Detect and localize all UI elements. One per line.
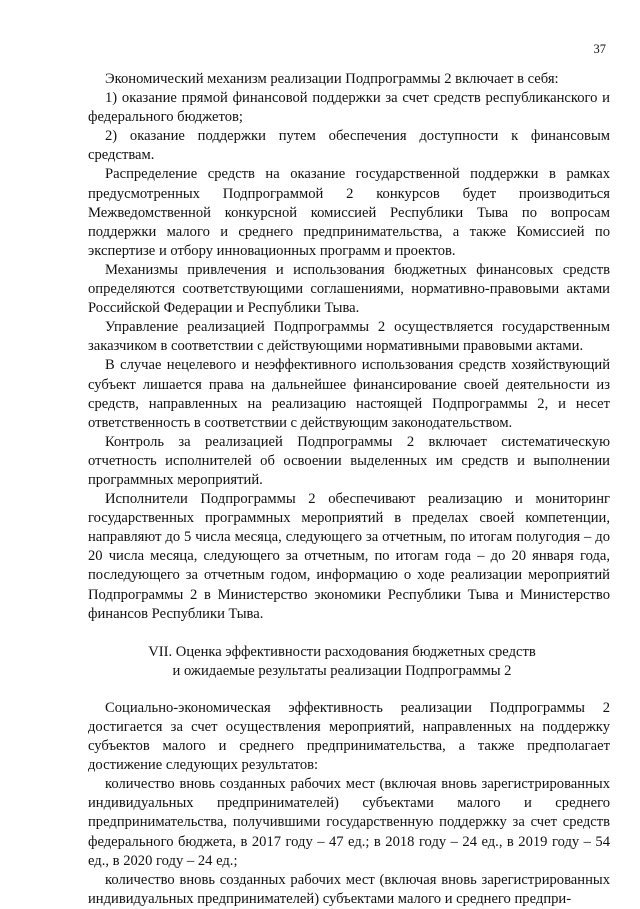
paragraph: количество вновь созданных рабочих мест (включая вновь зарегистрированных индивидуальных предпринимателей) субъектами малого и среднего предпринимательства, получившими государственную поддержку за счет средств федерального бюджета, в 2017 году – 47 ед.; в 2018 году – 24 ед., в 2019 году – 54 ед., в 2020 году – 24 ед.; <box>88 776 610 869</box>
section-heading <box>88 643 610 681</box>
section-heading-line-2: и ожидаемые результаты реализации Подпрограммы 2 <box>172 662 512 679</box>
paragraph: В случае нецелевого и неэффективного использования средств хозяйствующий субъект лишается права на дальнейшее финансирование своей деятельности из средств, направленных на реализацию настоящей Подпрограммы 2, и несет ответственность в соответствии с действующим законодательством. <box>88 357 610 431</box>
paragraph: Исполнители Подпрограммы 2 обеспечивают реализацию и мониторинг государственных программных мероприятий в пределах своей компетенции, направляют до 5 числа месяца, следующего за отчетным, по итогам полугодия – до 20 числа месяца, следующего за отчетным, по итогам года – до 20 января года, последующего за отчетным годом, информацию о ходе реализации мероприятий Подпрограммы 2 в Министерство экономики Республики Тыва и Министерство финансов Республики Тыва. <box>88 491 610 622</box>
paragraph: Распределение средств на оказание государственной поддержки в рамках предусмотренных Подпрограммой 2 конкурсов будет производиться Межведомственной конкурсной комиссией Республики Тыва по вопросам поддержки малого и среднего предпринимательства, а также Комиссией по экспертизе и отбору инновационных программ и проектов. <box>88 166 610 259</box>
paragraph: Управление реализацией Подпрограммы 2 осуществляется государственным заказчиком в соответствии с действующими нормативными правовыми актами. <box>88 319 610 355</box>
paragraph: Контроль за реализацией Подпрограммы 2 включает систематическую отчетность исполнителей об освоении выделенных им средств и выполнении программных мероприятий. <box>88 433 610 488</box>
paragraph: Социально-экономическая эффективность реализации Подпрограммы 2 достигается за счет осуществления мероприятий, направленных на поддержку субъектов малого и среднего предпринимательства, а также предполагает достижение следующих результатов: <box>88 699 610 774</box>
document-body <box>88 70 610 909</box>
page-number: 37 <box>593 42 606 56</box>
paragraph: 1) оказание прямой финансовой поддержки за счет средств республиканского и федерального бюджетов; <box>88 90 610 126</box>
section-heading-line-1: VII. Оценка эффективности расходования бюджетных средств <box>148 643 536 660</box>
paragraph: количество вновь созданных рабочих мест (включая вновь зарегистрированных индивидуальных предпринимателей) субъектами малого и среднего предпри- <box>88 871 610 907</box>
paragraph: 2) оказание поддержки путем обеспечения доступности к финансовым средствам. <box>88 128 610 164</box>
paragraph: Экономический механизм реализации Подпрограммы 2 включает в себя: <box>105 71 559 87</box>
paragraph: Механизмы привлечения и использования бюджетных финансовых средств определяются соответствующими соглашениями, нормативно-правовыми актами Российской Федерации и Республики Тыва. <box>88 261 610 317</box>
